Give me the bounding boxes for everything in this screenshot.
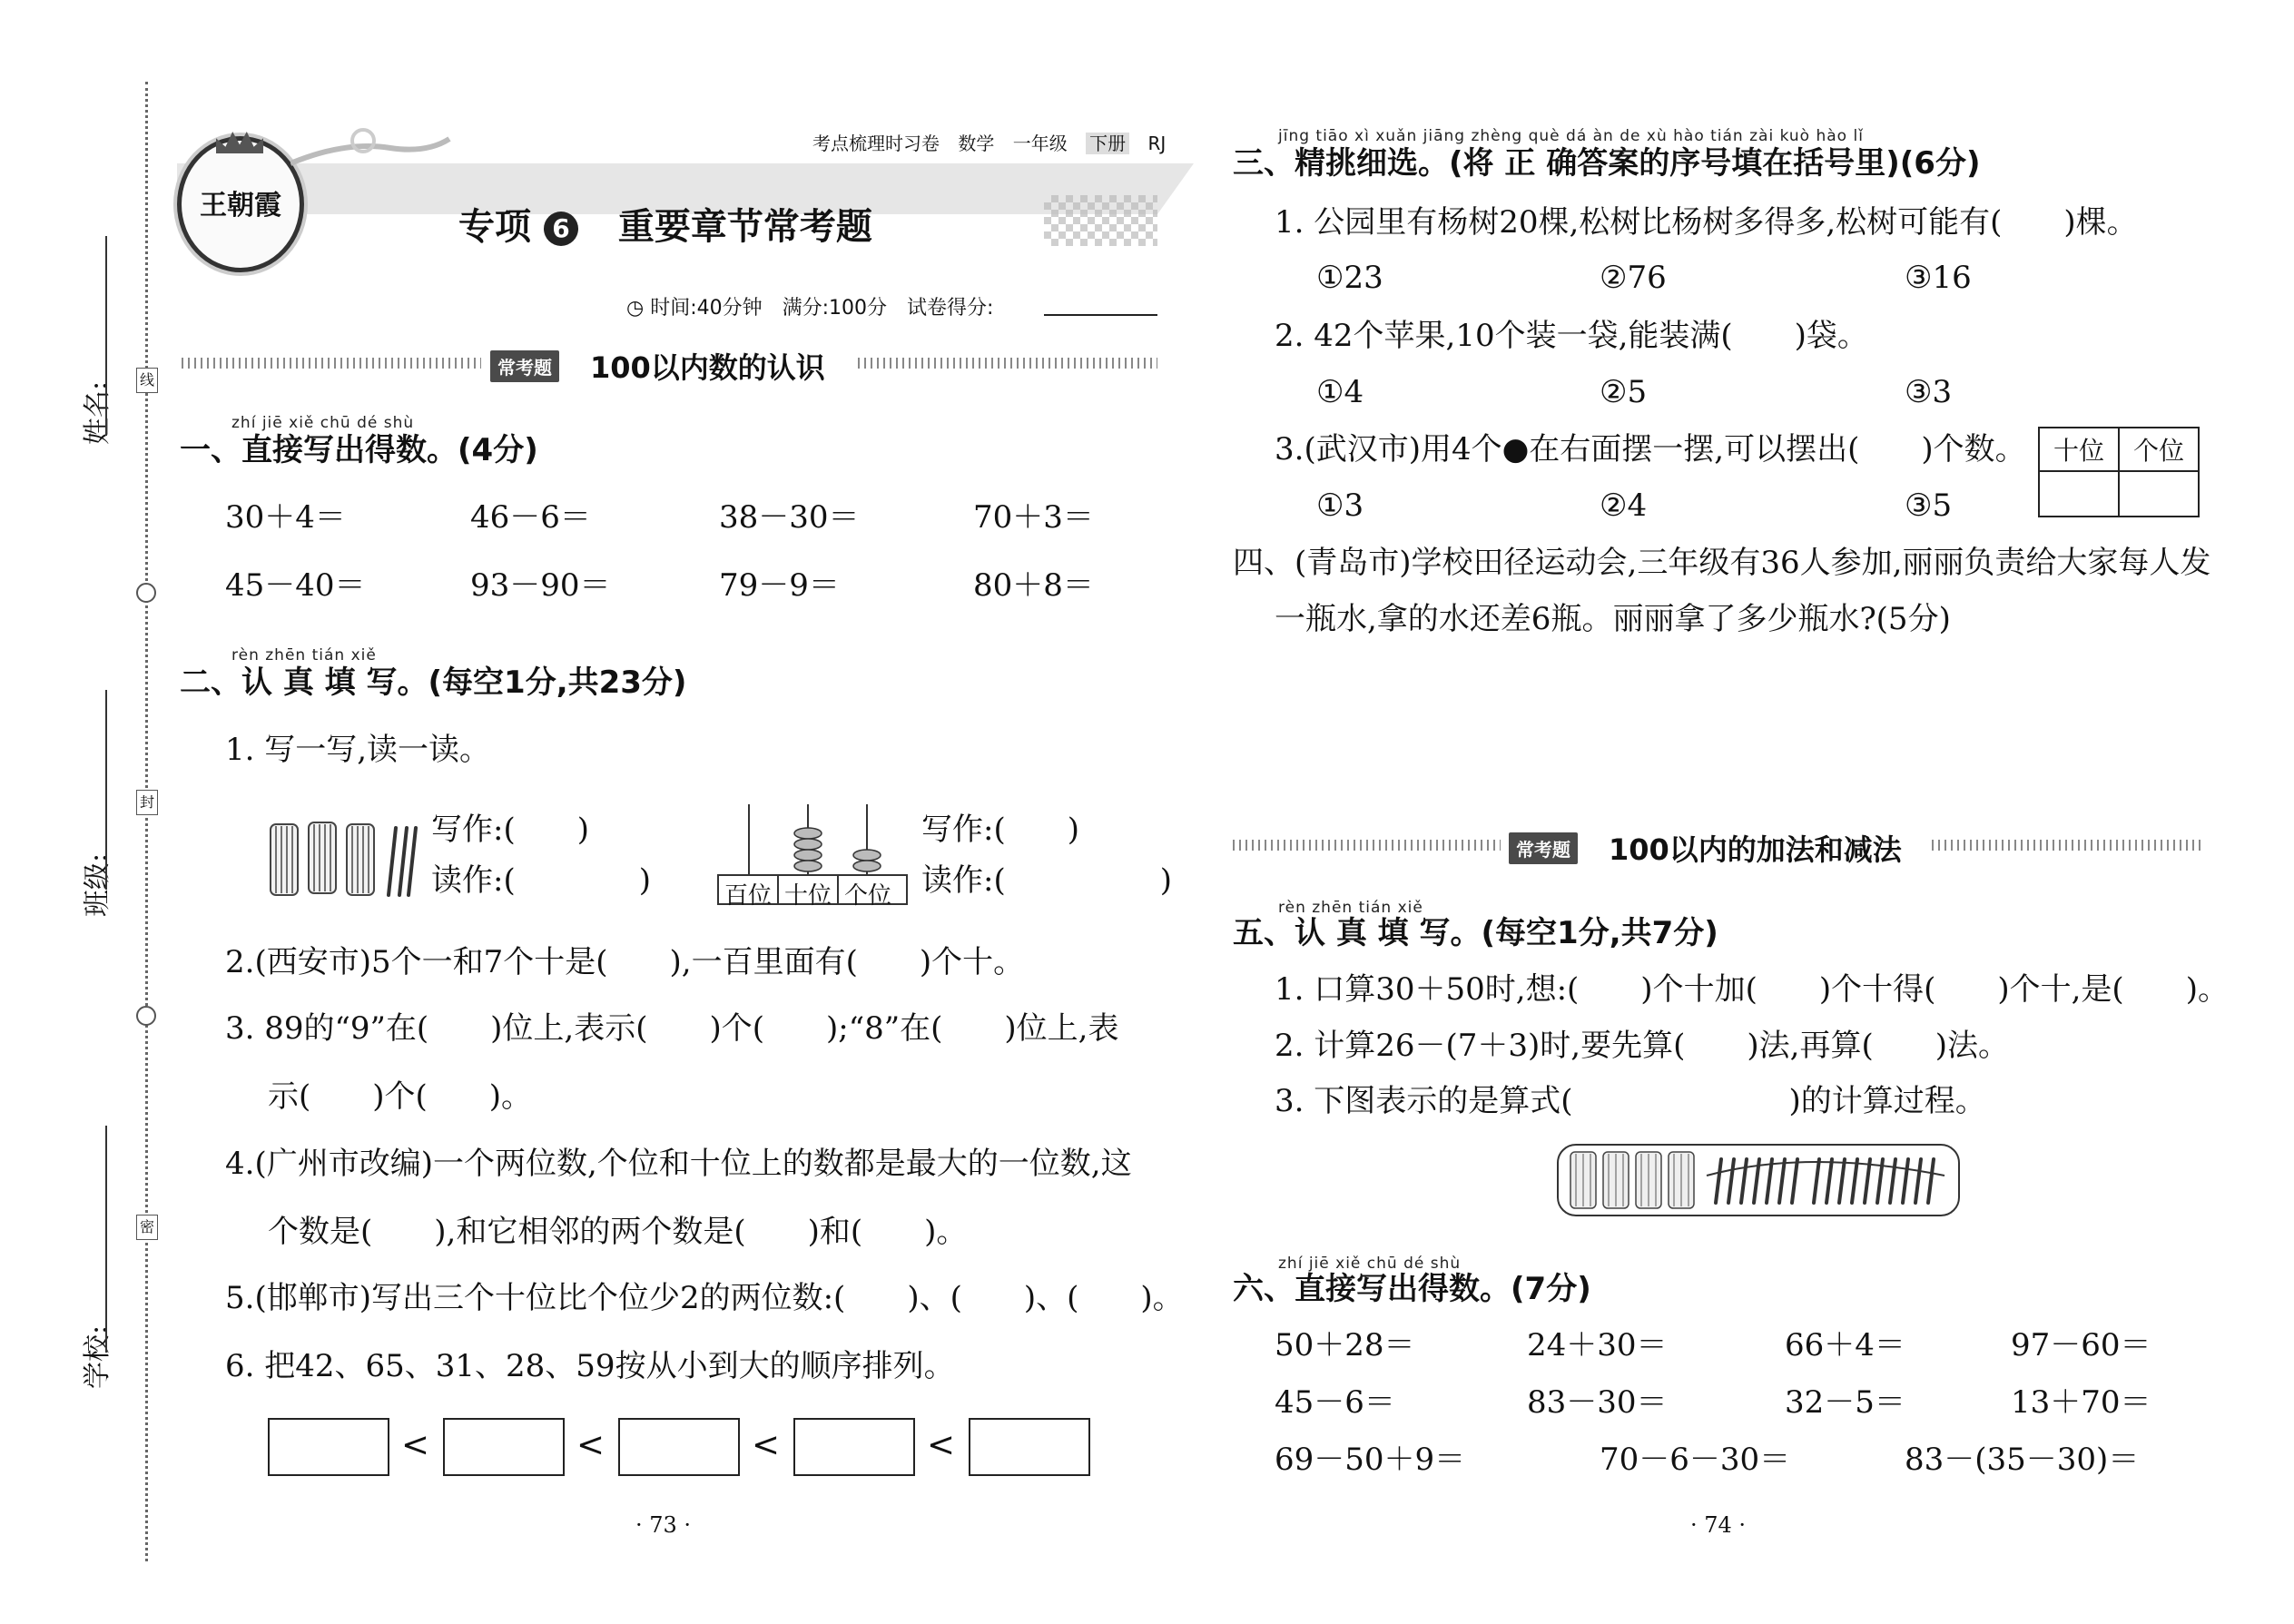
logo-crown-icon: [216, 132, 263, 153]
order-box[interactable]: [268, 1418, 389, 1476]
q4-line1: 四、(青岛市)学校田径运动会,三年级有36人参加,丽丽负责给大家每人发: [1233, 545, 2211, 581]
title-text: 重要章节常考题: [617, 206, 872, 248]
q2-sub3-line1: 3. 89的“9”在( )位上,表示( )个( );“8”在( )位上,表: [225, 1010, 1119, 1047]
q3-s3-option[interactable]: ③5: [1905, 487, 1953, 524]
binding-hole-2: [136, 1006, 156, 1026]
q2-sub5: 5.(邯郸市)写出三个十位比个位少2的两位数:( )、( )、( )。: [225, 1280, 1184, 1316]
series-name: 考点梳理时习卷: [812, 133, 940, 154]
q1-heading: 一、直接写出得数。(4分): [180, 432, 538, 468]
title-number-badge: 6: [544, 212, 578, 246]
q6-item: 97－60＝: [2011, 1327, 2151, 1363]
q6-item: 66＋4＝: [1785, 1327, 1905, 1363]
q1-item: 80＋8＝: [973, 567, 1094, 604]
page-number-left: · 73 ·: [635, 1512, 692, 1538]
place-value-cell[interactable]: [2039, 471, 2119, 517]
header-checker: [1044, 195, 1157, 246]
exam-info-text: 时间:40分钟 满分:100分 试卷得分:: [650, 297, 994, 320]
bundled-sticks-image: [263, 817, 418, 899]
edition: RJ: [1147, 133, 1167, 154]
q6-pinyin: zhí jiē xiě chū dé shù: [1278, 1255, 1462, 1273]
order-box[interactable]: [793, 1418, 915, 1476]
binding-mark-xian: 线: [136, 368, 158, 393]
place-value-header: 十位: [2039, 428, 2119, 471]
order-box[interactable]: [969, 1418, 1090, 1476]
q1-item: 46－6＝: [470, 499, 591, 536]
page-title: [458, 198, 872, 250]
q2-sub4-line1: 4.(广州市改编)一个两位数,个位和十位上的数都是最大的一位数,这: [225, 1146, 1132, 1182]
q1-item: 38－30＝: [719, 499, 860, 536]
q3-pinyin: jīng tiāo xì xuǎn jiāng zhèng què dá àn de xù hào tián zài kuò hào lǐ: [1278, 127, 1864, 145]
exam-info: [626, 292, 993, 320]
q3-s2-option[interactable]: ②5: [1600, 374, 1648, 410]
q6-heading: 六、直接写出得数。(7分): [1233, 1271, 1591, 1307]
q6-item: 69－50＋9＝: [1275, 1442, 1466, 1478]
binding-mark-mi: 密: [136, 1215, 158, 1240]
q5-s3: 3. 下图表示的是算式( )的计算过程。: [1275, 1083, 1986, 1119]
q3-s1-option[interactable]: ②76: [1600, 260, 1667, 296]
section-b-bar-left: [1233, 840, 1501, 851]
q3-heading: 三、精挑细选。(将 正 确答案的序号填在括号里)(6分): [1233, 145, 1981, 182]
q1-item: 45－40＝: [225, 567, 366, 604]
q1-item: 79－9＝: [719, 567, 840, 604]
q3-s3-option[interactable]: ②4: [1600, 487, 1648, 524]
section-a-title: 100以内数的认识: [590, 350, 825, 385]
binding-mark-feng: 封: [136, 790, 158, 815]
q6-item: 83－(35－30)＝: [1905, 1442, 2140, 1478]
q1-pinyin: zhí jiē xiě chū dé shù: [231, 414, 415, 432]
q5-s2: 2. 计算26－(7＋3)时,要先算( )法,再算( )法。: [1275, 1028, 2009, 1064]
q6-item: 32－5＝: [1785, 1384, 1905, 1421]
q5-s1: 1. 口算30＋50时,想:( )个十加( )个十得( )个十,是( )。: [1275, 971, 2229, 1008]
binding-line: [145, 82, 148, 1561]
q6-item: 50＋28＝: [1275, 1327, 1415, 1363]
q2-sub3-line2: 示( )个( )。: [268, 1078, 533, 1115]
q6-item: 70－6－30＝: [1600, 1442, 1791, 1478]
logo-text: 王朝霞: [200, 190, 281, 221]
place-value-table: [2038, 427, 2200, 517]
less-than-sign: <: [927, 1425, 956, 1464]
q2-read2: 读作:( ): [921, 862, 1172, 899]
q3-s1: 1. 公园里有杨树20棵,松树比杨树多得多,松树可能有( )棵。: [1275, 204, 2138, 241]
logo-ribbon-decoration: [290, 123, 454, 177]
school-field-line[interactable]: [105, 1126, 107, 1353]
section-b-bar-right: [1932, 840, 2204, 851]
q2-read1: 读作:( ): [431, 862, 651, 899]
order-box[interactable]: [443, 1418, 565, 1476]
class-label: 班级:: [82, 852, 113, 917]
q4-answer-area[interactable]: [1233, 654, 2204, 808]
abacus-label: 个位: [843, 882, 891, 910]
binding-hole-1: [136, 583, 156, 603]
section-b-title: 100以内的加法和减法: [1609, 832, 1902, 867]
name-label: 姓名:: [82, 380, 113, 445]
q6-item: 13＋70＝: [2011, 1384, 2151, 1421]
school-label: 学校:: [82, 1324, 113, 1389]
grade: 一年级: [1012, 133, 1068, 154]
q2-sub1: 1. 写一写,读一读。: [225, 732, 491, 768]
q3-s2: 2. 42个苹果,10个装一袋,能装满( )袋。: [1275, 318, 1868, 354]
q5-heading: 五、认 真 填 写。(每空1分,共7分): [1233, 915, 1718, 951]
place-value-cell[interactable]: [2119, 471, 2199, 517]
class-field-line[interactable]: [105, 690, 107, 890]
q6-item: 83－30＝: [1527, 1384, 1668, 1421]
q2-sub2: 2.(西安市)5个一和7个十是( ),一百里面有( )个十。: [225, 944, 1025, 980]
q3-s2-option[interactable]: ③3: [1905, 374, 1953, 410]
q2-pinyin: rèn zhēn tián xiě: [231, 646, 377, 664]
less-than-sign: <: [401, 1425, 430, 1464]
clock-icon: ◷: [626, 297, 651, 320]
q3-s2-option[interactable]: ①4: [1316, 374, 1364, 410]
q3-s1-option[interactable]: ③16: [1905, 260, 1972, 296]
q6-item: 24＋30＝: [1527, 1327, 1668, 1363]
subtraction-sticks-image: [1554, 1139, 1963, 1221]
abacus-label: 十位: [783, 882, 832, 910]
place-value-header: 个位: [2119, 428, 2199, 471]
less-than-sign: <: [752, 1425, 781, 1464]
q2-sub6: 6. 把42、65、31、28、59按从小到大的顺序排列。: [225, 1348, 955, 1384]
name-field-line[interactable]: [105, 236, 107, 436]
q3-s3-option[interactable]: ①3: [1316, 487, 1364, 524]
section-a-tag: 常考题: [490, 350, 559, 382]
section-a-bar-left: [182, 358, 481, 369]
q2-write1: 写作:( ): [431, 812, 589, 848]
q1-item: 70＋3＝: [973, 499, 1094, 536]
q2-heading: 二、认 真 填 写。(每空1分,共23分): [180, 664, 687, 701]
volume-badge: 下册: [1086, 133, 1129, 154]
title-prefix: 专项: [458, 206, 531, 248]
q4-line2: 一瓶水,拿的水还差6瓶。丽丽拿了多少瓶水?(5分): [1275, 601, 1951, 637]
score-field[interactable]: [1044, 314, 1157, 316]
less-than-sign: <: [576, 1425, 605, 1464]
section-b-tag: 常考题: [1509, 832, 1578, 864]
q3-s3: 3.(武汉市)用4个●在右面摆一摆,可以摆出( )个数。: [1275, 431, 2026, 468]
abacus-label: 百位: [724, 882, 772, 910]
section-a-bar-right: [858, 358, 1157, 369]
order-box[interactable]: [618, 1418, 740, 1476]
q2-write2: 写作:( ): [921, 812, 1079, 848]
q6-item: 45－6＝: [1275, 1384, 1395, 1421]
q3-s1-option[interactable]: ①23: [1316, 260, 1383, 296]
q1-item: 93－90＝: [470, 567, 611, 604]
subject: 数学: [958, 133, 995, 154]
brand-logo: [177, 136, 304, 272]
series-meta: [812, 129, 1166, 155]
q2-sub4-line2: 个数是( ),和它相邻的两个数是( )和( )。: [268, 1214, 968, 1250]
q5-pinyin: rèn zhēn tián xiě: [1278, 899, 1423, 917]
page-number-right: · 74 ·: [1690, 1512, 1747, 1538]
q1-item: 30＋4＝: [225, 499, 346, 536]
